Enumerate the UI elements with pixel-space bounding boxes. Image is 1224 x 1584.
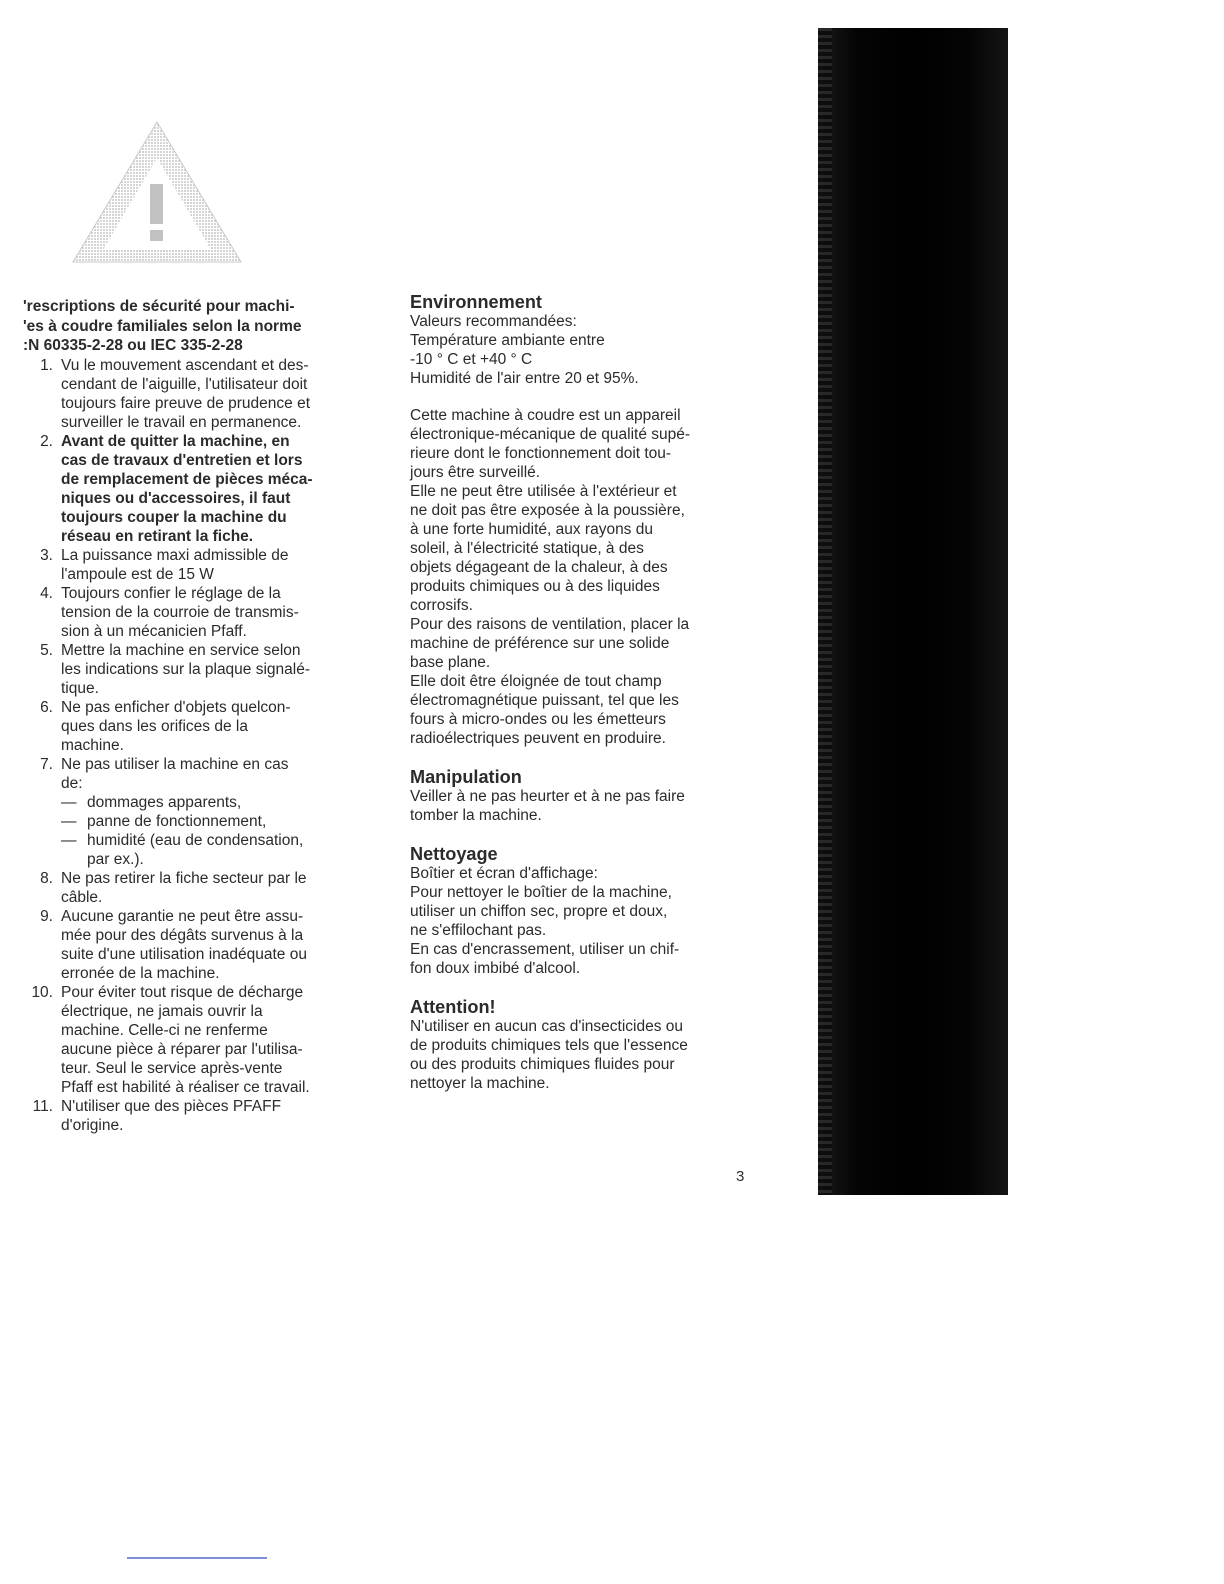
page-number: 3 xyxy=(736,1168,745,1185)
environnement-text: Valeurs recommandées: Température ambiante entre -10 ° C et +40 ° C Humidité de l'air entre 20 et 95%. xyxy=(410,313,639,387)
scan-artifact-line xyxy=(127,1557,267,1559)
list-item: 11. N'utiliser que des pièces PFAFF d'origine. xyxy=(32,1097,282,1134)
section-heading-attention: Attention! xyxy=(410,997,496,1017)
manipulation-text: Veiller à ne pas heurter et à ne pas faire tomber la machine. xyxy=(410,788,685,824)
list-item: 7. Ne pas utiliser la machine en cas de: — dommages apparents, — panne de fonctionnement, — humidité (eau de condensation, par ex.). xyxy=(23,755,368,869)
safety-column xyxy=(23,297,368,1135)
scan-edge-black-bar xyxy=(818,28,1008,1195)
nettoyage-text: Boîtier et écran d'affichage: Pour nettoyer le boîtier de la machine, utiliser un chiffon sec, propre et doux, ne s'effilochant pas. En cas d'encrassement, utiliser un chif- fon doux imbibé d'alcool. xyxy=(410,865,680,977)
section-heading-nettoyage: Nettoyage xyxy=(410,844,498,864)
safety-title: 'rescriptions de sécurité pour machi- 'es à coudre familiales selon la norme :N 60335-2-28 ou IEC 335-2-28 xyxy=(23,298,302,354)
sub-list-item: — panne de fonctionnement, xyxy=(61,812,368,831)
section-heading-manipulation: Manipulation xyxy=(410,767,522,787)
list-item: 9. Aucune garantie ne peut être assu- mée pour des dégâts survenus à la suite d'une utilisation inadéquate ou erronée de la machine. xyxy=(40,907,307,982)
sub-list-item: — humidité (eau de condensation, par ex.). xyxy=(61,831,368,869)
usage-paragraph: Cette machine à coudre est un appareil électronique-mécanique de qualité supé- rieure dont le fonctionnement doit tou- jours être surveillé. Elle ne peut être utilisée à l'extérieur et ne doit pas être exposée à la poussière, à une forte humidité, aux rayons du soleil, à l'électricité statique, à des objets dégageant de la chaleur, à des produits chimiques ou à des liquides corrosifs. Pour des raisons de ventilation, placer la machine de préférence sur une solide base plane. Elle doit être éloignée de tout champ électromagnétique puissant, tel que les fours à micro-ondes ou les émetteurs radioélectriques peuvent en produire. xyxy=(410,407,691,747)
sub-list-item: — dommages apparents, xyxy=(61,793,368,812)
safety-rules-list xyxy=(23,356,368,1135)
list-item: 10. Pour éviter tout risque de décharge électrique, ne jamais ouvrir la machine. Celle-ci ne renferme aucune pièce à réparer par l'utilisa- teur. Seul le service après-vente Pfaff est habilité à réaliser ce travail. xyxy=(31,983,310,1096)
list-item: 2. Avant de quitter la machine, en cas de travaux d'entretien et lors de remplacement de pièces méca- niques ou d'accessoires, il faut toujours couper la machine du réseau en retirant la fiche. xyxy=(40,432,313,545)
care-column xyxy=(410,293,755,1093)
list-item: 6. Ne pas enficher d'objets quelcon- ques dans les orifices de la machine. xyxy=(40,698,291,754)
attention-text: N'utiliser en aucun cas d'insecticides ou de produits chimiques tels que l'essence ou des produits chimiques fluides pour nettoyer la machine. xyxy=(410,1018,688,1092)
scan-edge-texture xyxy=(818,28,832,1195)
list-item: 3. La puissance maxi admissible de l'ampoule est de 15 W xyxy=(40,546,289,583)
list-item: 5. Mettre la machine en service selon les indications sur la plaque signalé- tique. xyxy=(40,641,311,697)
list-item: 1. Vu le mouvement ascendant et des- cendant de l'aiguille, l'utilisateur doit toujours faire preuve de prudence et surveiller le travail en permanence. xyxy=(40,356,311,431)
warning-triangle-icon xyxy=(70,118,245,268)
list-item: 8. Ne pas retirer la fiche secteur par le câble. xyxy=(40,869,307,906)
list-item: 4. Toujours confier le réglage de la tension de la courroie de transmis- sion à un mécanicien Pfaff. xyxy=(40,584,299,640)
section-heading-environnement: Environnement xyxy=(410,292,542,312)
